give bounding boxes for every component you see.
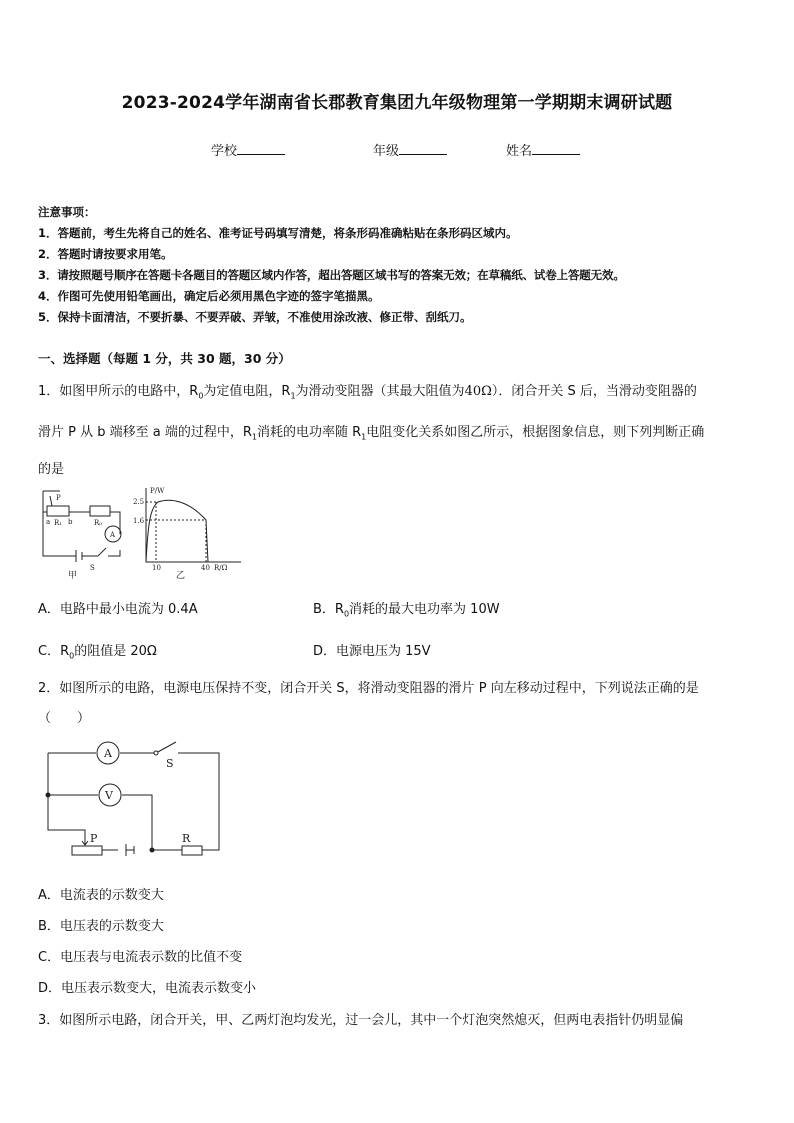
grade-field: 年级 [373,140,447,159]
resistor-r [182,846,202,855]
q1-figure [38,484,244,582]
label-resistor: R [182,832,191,845]
label-ammeter: A [110,531,116,539]
label-r0: R₀ [94,519,103,527]
q1-stem-line3: 的是 [38,462,65,477]
label-ammeter: A [104,747,112,760]
slider-arrow-icon [82,835,88,845]
slider-rheostat [72,846,102,855]
note-item: 3．请按照题号顺序在答题卡各题目的答题区域内作答，超出答题区域书写的答案无效；在草稿纸、试卷上答题无效。 [38,268,625,282]
q1-option-d: D．电源电压为 15V [313,644,431,659]
tick-x2: 40 [201,564,210,572]
q1-stem-line2: 滑片 P 从 b 端移至 a 端的过程中，$R_1$消耗的电功率随 $R_1$电阻变化关系如图乙所示，根据图象信息，则下列判断正确 [38,425,705,442]
q2-option-d: D．电压表示数变大，电流表示数变小 [38,981,257,996]
q2-option-a: A．电流表的示数变大 [38,888,164,903]
school-field: 学校 [211,140,285,159]
graph-axes [146,488,241,562]
label-a: a [46,518,51,526]
label-fig-yi: 乙 [176,571,186,581]
name-field: 姓名 [506,140,580,159]
label-fig-jia: 甲 [68,571,78,581]
switch-icon [98,548,106,556]
battery-icon [76,550,82,562]
q2-paren: （ ） [38,711,91,726]
label-p: P [56,494,61,502]
notes-heading: 注意事项： [38,205,96,219]
tick-y-mid: 1.6 [133,517,145,525]
label-voltmeter: V [105,789,113,802]
slider-arrow-icon [50,496,52,506]
tick-y-top: 2.5 [133,498,145,506]
label-r1: R₁ [54,519,63,527]
note-item: 4．作图可先使用铅笔画出，确定后必须用黑色字迹的签字笔描黑。 [38,289,380,303]
label-b: b [68,518,73,526]
label-switch: S [90,564,95,572]
note-item: 2．答题时请按要求用笔。 [38,247,173,261]
label-yaxis: P/W [150,487,165,495]
q1-option-a: A．电路中最小电流为 0.4A [38,602,198,617]
q1-option-c: C．$R_0$的阻值是 20Ω [38,644,157,661]
note-item: 1．答题前，考生先将自己的姓名、准考证号码填写清楚，将条形码准确粘贴在条形码区域内。 [38,226,518,240]
switch-icon [156,742,176,753]
q2-figure [38,738,228,864]
r0-resistor [90,506,110,516]
tick-x1: 10 [152,564,161,572]
section-heading: 一、选择题（每题 1 分，共 30 题，30 分） [38,351,291,366]
q2-stem: 2．如图所示的电路，电源电压保持不变，闭合开关 S，将滑动变阻器的滑片 P 向左移动过程中，下列说法正确的是 [38,681,699,696]
label-switch: S [166,757,174,770]
note-item: 5．保持卡面清洁，不要折暴、不要弄破、弄皱，不准使用涂改液、修正带、刮纸刀。 [38,310,472,324]
q1-stem-line1: 1．如图甲所示的电路中，$R_0$为定值电阻，$R_1$为滑动变阻器（其最大阻值为40Ω）．闭合开关 S 后，当滑动变阻器的 [38,384,697,401]
q3-stem: 3．如图所示电路，闭合开关，甲、乙两灯泡均发光，过一会儿，其中一个灯泡突然熄灭，但两电表指针仍明显偏 [38,1013,684,1028]
r1-resistor [47,506,69,516]
label-slider: P [90,832,98,845]
q2-option-b: B．电压表的示数变大 [38,919,164,934]
q1-option-b: B．$R_0$消耗的最大电功率为 10W [313,602,500,619]
label-xaxis: R/Ω [214,564,228,572]
q2-option-c: C．电压表与电流表示数的比值不变 [38,950,243,965]
page-title: 2023-2024学年湖南省长郡教育集团九年级物理第一学期期末调研试题 [121,93,673,113]
power-curve [146,500,208,562]
